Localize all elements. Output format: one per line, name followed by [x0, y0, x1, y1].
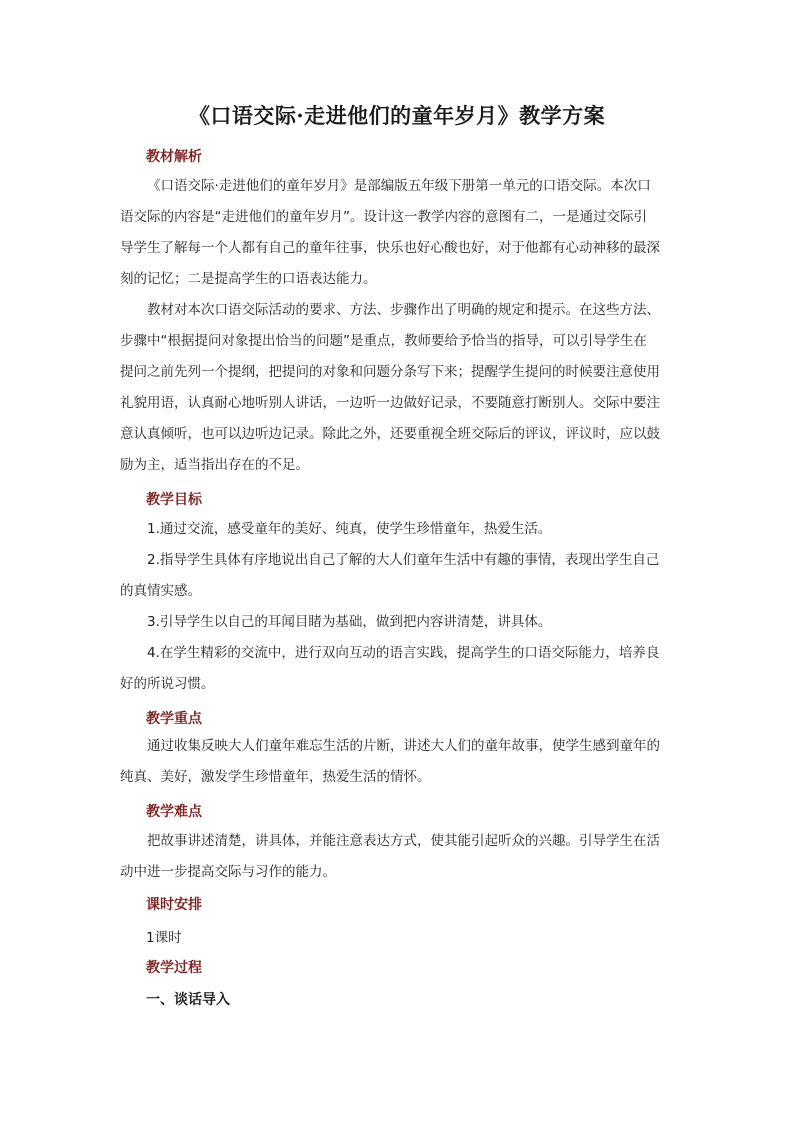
text-line: 《口语交际·走进他们的童年岁月》是部编版五年级下册第一单元的口语交际。本次口 — [147, 178, 651, 194]
goal-item-4: 4.在学生精彩的交流中，进行双向互动的语言实践，提高学生的口语交际能力，培养良 — [147, 645, 660, 661]
heading-difficulties: 教学难点 — [146, 804, 202, 820]
text-line: 通过收集反映大人们童年难忘生活的片断，讲述大人们的童年故事，使学生感到童年的 — [147, 738, 660, 754]
heading-schedule: 课时安排 — [146, 897, 202, 913]
text-line: 意认真倾听，也可以边听边记录。除此之外，还要重视全班交际后的评议，评议时，应以鼓 — [120, 426, 660, 442]
key-points-paragraph — [120, 731, 676, 793]
text-line: 导学生了解每一个人都有自己的童年往事，快乐也好心酸也好，对于他都有心动神移的最深 — [120, 240, 660, 256]
goals-list — [120, 514, 676, 700]
schedule-value: 1课时 — [146, 930, 182, 946]
difficulties-paragraph — [120, 826, 676, 888]
goal-item-4-continued: 好的所说习惯。 — [120, 676, 215, 692]
goal-item-2-continued: 的真情实感。 — [120, 583, 201, 599]
goal-item-1: 1.通过交流，感受童年的美好、纯真，使学生珍惜童年，热爱生活。 — [147, 521, 552, 537]
process-step-1-heading: 一、谈话导入 — [146, 992, 230, 1008]
text-line: 励为主，适当指出存在的不足。 — [120, 457, 309, 473]
text-line: 动中进一步提高交际与习作的能力。 — [120, 864, 336, 880]
text-line: 步骤中“根据提问对象提出恰当的问题”是重点，教师要给予恰当的指导，可以引导学生在 — [120, 333, 647, 349]
text-line: 教材对本次口语交际活动的要求、方法、步骤作出了明确的规定和提示。在这些方法、 — [147, 302, 660, 318]
heading-key-points: 教学重点 — [146, 711, 202, 727]
text-line: 把故事讲述清楚，讲具体，并能注意表达方式，使其能引起听众的兴趣。引导学生在活 — [147, 833, 660, 849]
heading-analysis: 教材解析 — [146, 149, 202, 165]
text-line: 语交际的内容是“走进他们的童年岁月”。设计这一教学内容的意图有二，一是通过交际引 — [120, 209, 647, 225]
document-title: 《口语交际·走进他们的童年岁月》教学方案 — [188, 103, 606, 128]
text-line: 提问之前先列一个提纲，把提问的对象和问题分条写下来；提醒学生提问的时候要注意使用 — [120, 364, 660, 380]
text-line: 刻的记忆；二是提高学生的口语表达能力。 — [120, 271, 377, 287]
analysis-paragraph-1 — [120, 171, 676, 295]
analysis-paragraph-2 — [120, 295, 676, 481]
heading-goals: 教学目标 — [146, 492, 202, 508]
goal-item-3: 3.引导学生以自己的耳闻目睹为基础，做到把内容讲清楚，讲具体。 — [147, 614, 552, 630]
heading-process: 教学过程 — [146, 960, 202, 976]
goal-item-2: 2.指导学生具体有序地说出自己了解的大人们童年生活中有趣的事情，表现出学生自己 — [147, 552, 660, 568]
text-line: 礼貌用语，认真耐心地听别人讲话，一边听一边做好记录，不要随意打断别人。交际中要注 — [120, 395, 660, 411]
text-line: 纯真、美好，激发学生珍惜童年，热爱生活的情怀。 — [120, 769, 431, 785]
